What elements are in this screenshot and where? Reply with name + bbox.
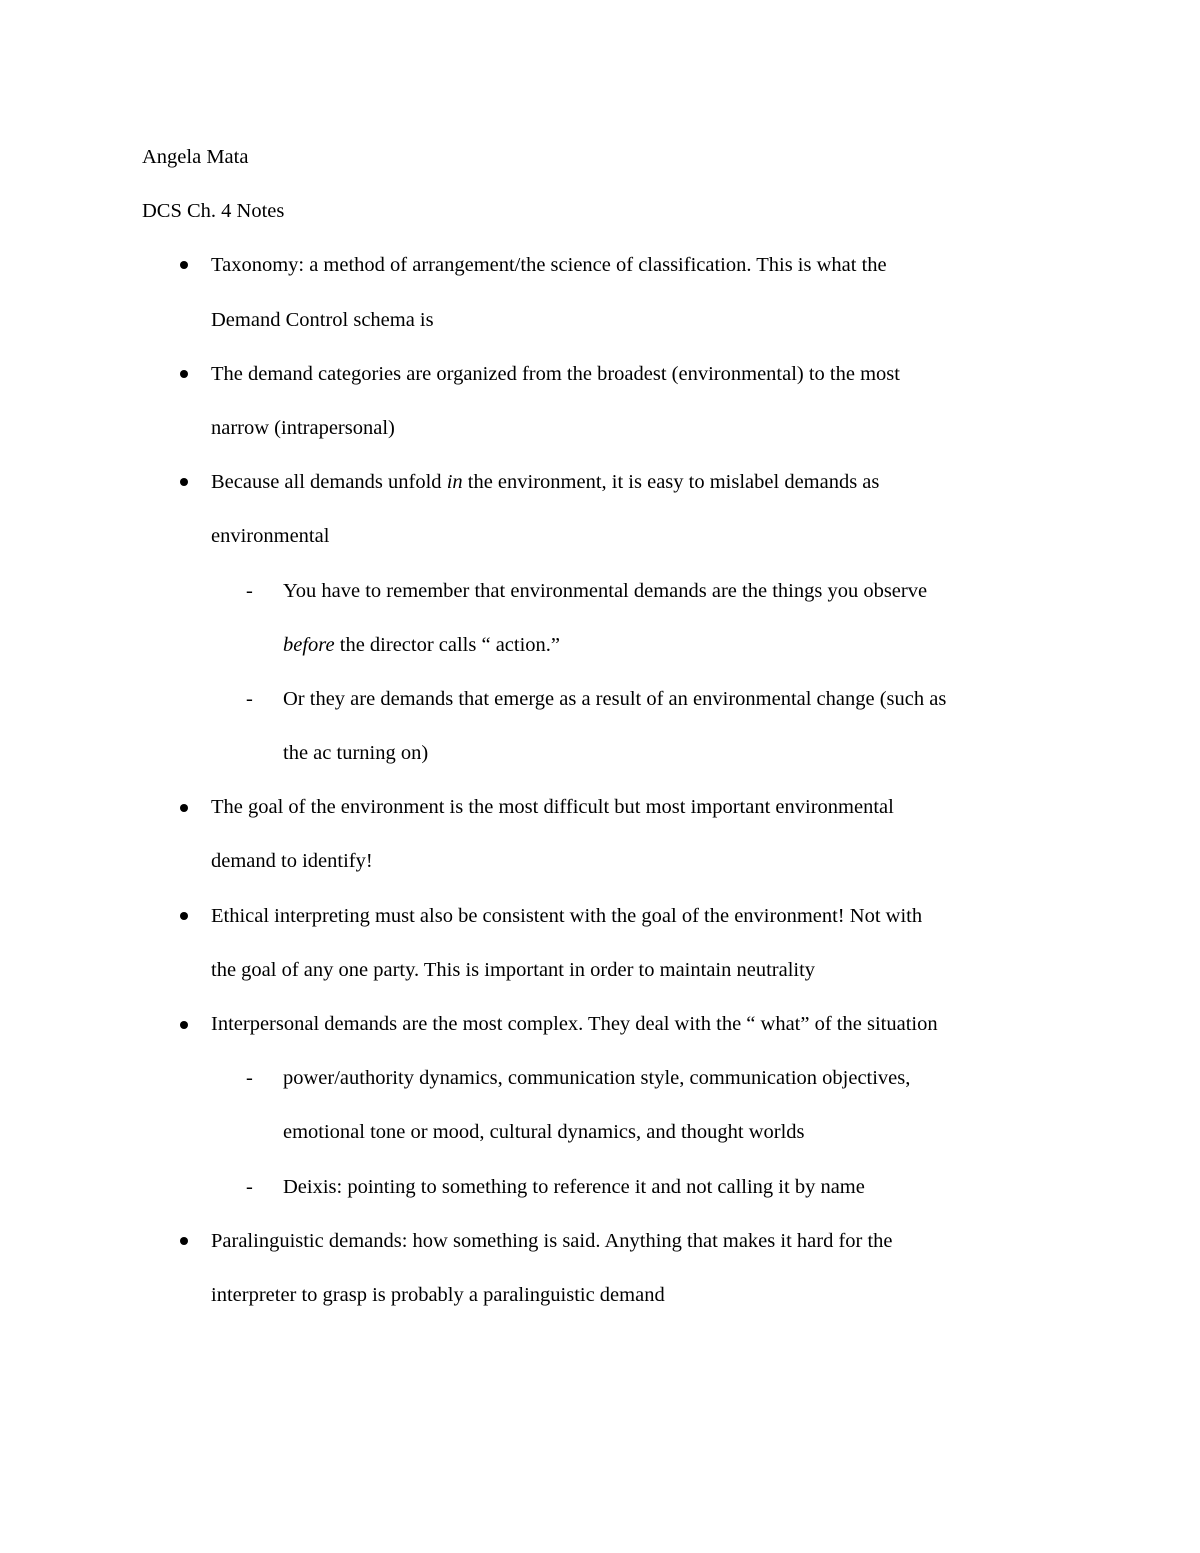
sub-item-text: the ac turning on) [283, 742, 429, 764]
list-item-text: Ethical interpreting must also be consistent with the goal of the environment! Not with [211, 905, 923, 927]
list-item-text: Demand Control schema is [211, 309, 434, 331]
sub-item-text: You have to remember that environmental demands are the things you observe [283, 580, 928, 602]
list-item-text: The goal of the environment is the most difficult but most important environmental [211, 796, 894, 818]
text-segment: Because all demands unfold [211, 471, 447, 493]
sub-item-text: Or they are demands that emerge as a result of an environmental change (such as [283, 688, 947, 710]
emphasis-text: before [283, 634, 335, 656]
sub-item-text: Deixis: pointing to something to reference it and not calling it by name [283, 1176, 865, 1198]
text-segment: the director calls “ action.” [334, 634, 561, 656]
emphasis-text: in [446, 471, 463, 493]
list-item-text: demand to identify! [211, 850, 373, 872]
list-item-text: Paralinguistic demands: how something is said. Anything that makes it hard for the [211, 1230, 893, 1252]
document-title: DCS Ch. 4 Notes [142, 200, 285, 222]
list-item-text: interpreter to grasp is probably a paralinguistic demand [211, 1284, 665, 1306]
bullet-dot [180, 912, 188, 920]
list-item-text: The demand categories are organized from the broadest (environmental) to the most [211, 363, 900, 385]
bullet-dot [180, 370, 188, 378]
bullet-dot [180, 1021, 188, 1029]
list-item-text: narrow (intrapersonal) [211, 417, 395, 439]
sub-item-text: emotional tone or mood, cultural dynamics, and thought worlds [283, 1121, 805, 1143]
text-segment: the environment, it is easy to mislabel demands as [462, 471, 880, 493]
dash-marker: - [246, 688, 253, 710]
list-item-text: the goal of any one party. This is important in order to maintain neutrality [211, 959, 816, 981]
sub-item-text [283, 633, 560, 657]
list-item-text: Taxonomy: a method of arrangement/the science of classification. This is what the [211, 254, 887, 276]
dash-marker: - [246, 1067, 253, 1089]
bullet-dot [180, 261, 188, 269]
bullet-dot [180, 478, 188, 486]
list-item-text: Interpersonal demands are the most complex. They deal with the “ what” of the situation [211, 1013, 938, 1035]
bullet-dot [180, 804, 188, 812]
list-item-text: environmental [211, 525, 330, 547]
author-name: Angela Mata [142, 146, 249, 168]
dash-marker: - [246, 1176, 253, 1198]
list-item-text [211, 470, 879, 494]
dash-marker: - [246, 580, 253, 602]
bullet-dot [180, 1237, 188, 1245]
sub-item-text: power/authority dynamics, communication style, communication objectives, [283, 1067, 911, 1089]
